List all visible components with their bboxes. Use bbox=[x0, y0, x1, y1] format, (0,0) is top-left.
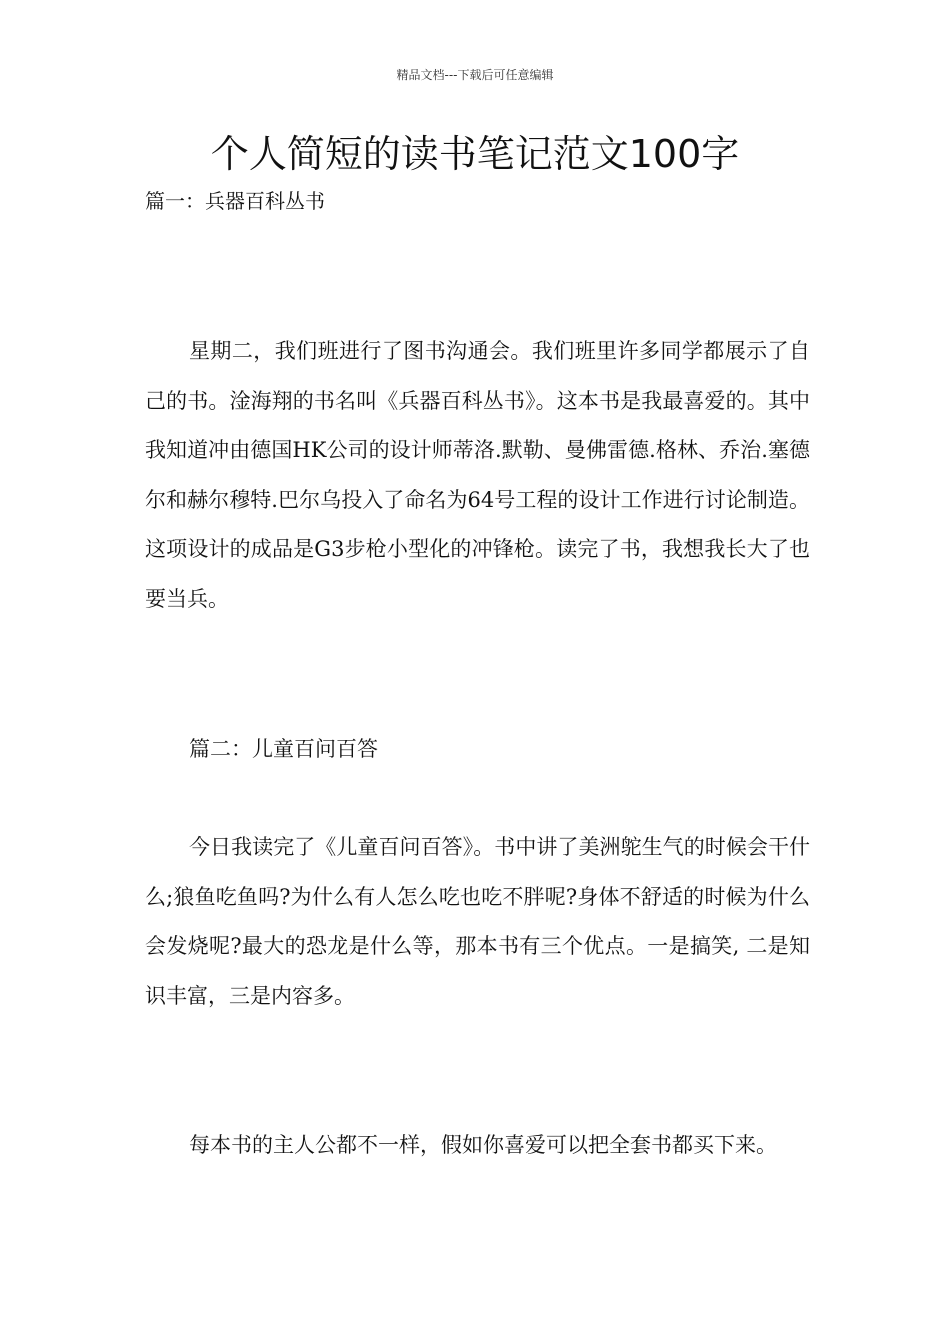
section-heading-2: 篇二：儿童百问百答 bbox=[189, 737, 378, 761]
document-title: 个人简短的读书笔记范文100字 bbox=[210, 132, 740, 176]
paragraph-1: 星期二，我们班进行了图书沟通会。我们班里许多同学都展示了自己的书。淦海翔的书名叫《兵器百科丛书》。这本书是我最喜爱的。其中我知道冲由德国HK公司的设计师蒂洛.默勒、曼佛雷德.格林、乔治.塞德尔和赫尔穆特.巴尔乌投入了命名为64号工程的设计工作进行讨论制造。这项设计的成品是G3步枪小型化的冲锋枪。读完了书，我想我长大了也要当兵。 bbox=[145, 339, 810, 611]
header-note: 精品文档---下载后可任意编辑 bbox=[396, 68, 554, 82]
section-heading-1: 篇一：兵器百科丛书 bbox=[145, 189, 325, 213]
paragraph-3: 每本书的主人公都不一样，假如你喜爱可以把全套书都买下来。 bbox=[189, 1133, 777, 1157]
paragraph-2: 今日我读完了《儿童百问百答》。书中讲了美洲鸵生气的时候会干什么;狼鱼吃鱼吗?为什么有人怎么吃也吃不胖呢?身体不舒适的时候为什么会发烧呢?最大的恐龙是什么等，那本书有三个优点。一是搞笑, 二是知识丰富，三是内容多。 bbox=[145, 835, 810, 1008]
